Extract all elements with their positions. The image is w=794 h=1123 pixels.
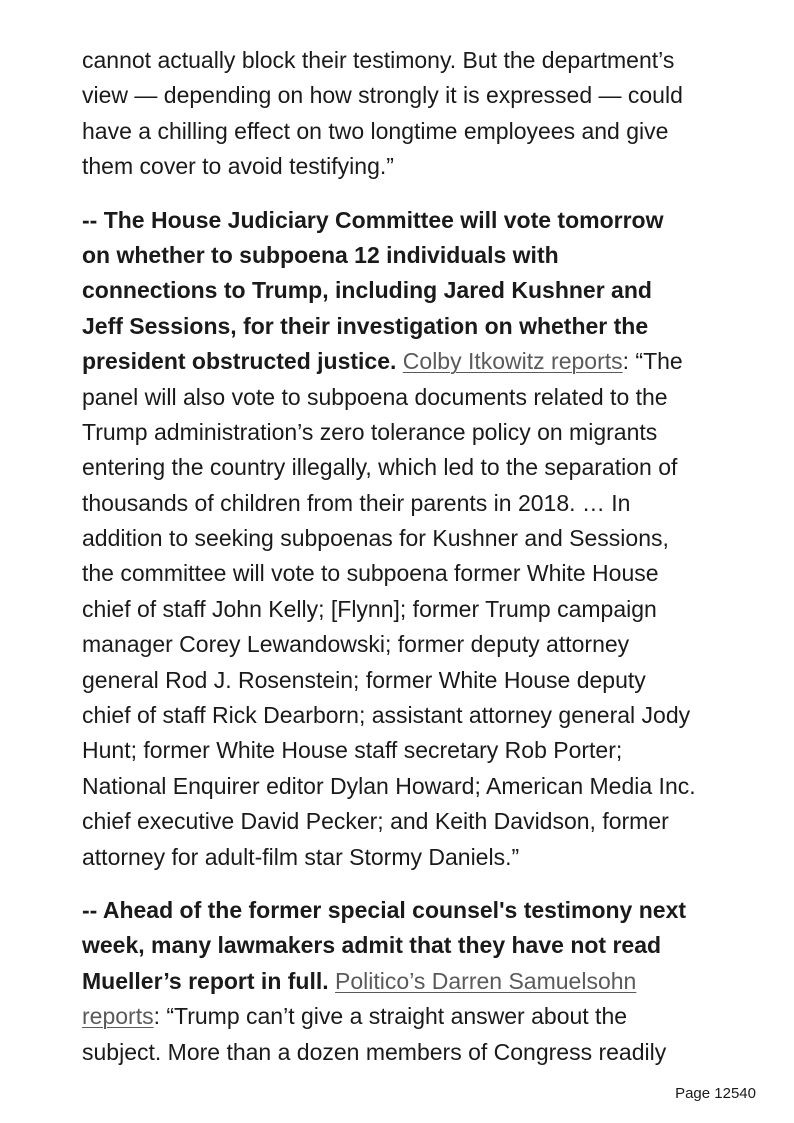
body-text: panel will also vote to subpoena documents related to the bbox=[82, 383, 668, 410]
body-text: subject. More than a dozen members of Congress readily bbox=[82, 1038, 667, 1065]
body-text: have a chilling effect on two longtime employees and give bbox=[82, 117, 669, 144]
text-line bbox=[82, 43, 732, 78]
text-line bbox=[82, 344, 732, 379]
body-text: manager Corey Lewandowski; former deputy attorney bbox=[82, 631, 630, 658]
text-line bbox=[82, 556, 732, 591]
paragraph bbox=[82, 43, 732, 185]
paragraph bbox=[82, 203, 732, 875]
bold-text: president obstructed justice. bbox=[82, 348, 397, 375]
text-line bbox=[82, 1035, 732, 1070]
text-line bbox=[82, 804, 732, 839]
text-line bbox=[82, 273, 732, 308]
bold-text: connections to Trump, including Jared Kushner and bbox=[82, 277, 652, 304]
source-link[interactable]: reports bbox=[82, 1003, 154, 1030]
body-text: Hunt; former White House staff secretary Rob Porter; bbox=[82, 737, 623, 764]
text-line bbox=[82, 627, 732, 662]
text-line bbox=[82, 450, 732, 485]
body-text: National Enquirer editor Dylan Howard; American Media Inc. bbox=[82, 772, 696, 799]
body-text: them cover to avoid testifying.” bbox=[82, 153, 394, 180]
page-number: Page 12540 bbox=[675, 1085, 756, 1102]
text-line bbox=[82, 769, 732, 804]
text-line bbox=[82, 964, 732, 999]
body-text: chief of staff John Kelly; [Flynn]; former Trump campaign bbox=[82, 595, 657, 622]
body-text: chief of staff Rick Dearborn; assistant attorney general Jody bbox=[82, 702, 691, 729]
source-link[interactable]: Politico’s Darren Samuelsohn bbox=[335, 967, 637, 994]
body-text: cannot actually block their testimony. But the department’s bbox=[82, 47, 675, 73]
text-line bbox=[82, 928, 732, 963]
bold-text: -- The House Judiciary Committee will vote tomorrow bbox=[82, 206, 664, 233]
bold-text: Mueller’s report in full. bbox=[82, 967, 329, 994]
bold-text: on whether to subpoena 12 individuals with bbox=[82, 241, 559, 268]
paragraph bbox=[82, 893, 732, 1070]
body-text: entering the country illegally, which led to the separation of bbox=[82, 454, 678, 481]
text-line bbox=[82, 698, 732, 733]
source-link[interactable]: Colby Itkowitz reports bbox=[402, 348, 623, 375]
body-text: general Rod J. Rosenstein; former White House deputy bbox=[82, 666, 646, 693]
text-line bbox=[82, 114, 732, 149]
text-line bbox=[82, 592, 732, 627]
text-line bbox=[82, 309, 732, 344]
paragraph-gap bbox=[82, 185, 732, 203]
text-line bbox=[82, 149, 732, 184]
text-line bbox=[82, 78, 732, 113]
text-line bbox=[82, 999, 732, 1034]
body-text: thousands of children from their parents in 2018. … In bbox=[82, 489, 631, 516]
body-text: attorney for adult-film star Stormy Daniels.” bbox=[82, 843, 520, 870]
document-body bbox=[82, 43, 732, 1070]
body-text: Trump administration’s zero tolerance policy on migrants bbox=[82, 418, 658, 445]
body-text: addition to seeking subpoenas for Kushner and Sessions, bbox=[82, 525, 669, 552]
bold-text: -- Ahead of the former special counsel's testimony next bbox=[82, 896, 687, 923]
bold-text: week, many lawmakers admit that they have not read bbox=[82, 932, 662, 959]
text-line bbox=[82, 415, 732, 450]
paragraph-gap bbox=[82, 875, 732, 893]
body-text: the committee will vote to subpoena former White House bbox=[82, 560, 659, 587]
text-line bbox=[82, 203, 732, 238]
bold-text: Jeff Sessions, for their investigation on whether the bbox=[82, 312, 649, 339]
text-line bbox=[82, 733, 732, 768]
text-line bbox=[82, 840, 732, 875]
body-text: chief executive David Pecker; and Keith Davidson, former bbox=[82, 808, 669, 835]
text-line bbox=[82, 663, 732, 698]
text-line bbox=[82, 486, 732, 521]
text-line bbox=[82, 893, 732, 928]
text-line bbox=[82, 380, 732, 415]
body-text: view — depending on how strongly it is expressed — could bbox=[82, 82, 683, 109]
body-text: : “The bbox=[622, 348, 683, 375]
text-line bbox=[82, 238, 732, 273]
text-line bbox=[82, 521, 732, 556]
body-text: : “Trump can’t give a straight answer about the bbox=[153, 1003, 628, 1030]
